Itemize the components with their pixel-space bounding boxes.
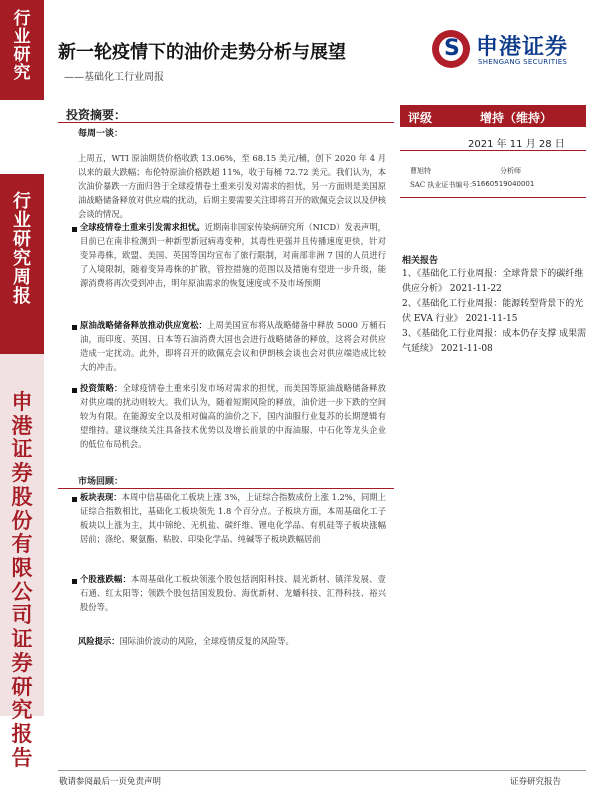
analyst-cert-label: SAC 执业证书编号： xyxy=(410,181,477,189)
sidebar-tag-block xyxy=(0,0,44,100)
divider xyxy=(400,150,586,151)
bullet-icon xyxy=(72,325,77,330)
market-review-heading: 市场回顾： xyxy=(78,477,124,487)
page-subtitle: ——基础化工行业周报 xyxy=(64,72,164,83)
rating-value: 增持（维持） xyxy=(480,111,553,125)
related-report-item[interactable]: 2、《基础化工行业周报：能源转型背景下的光伏 EVA 行业》 2021-11-15 xyxy=(402,299,584,324)
divider xyxy=(58,488,394,489)
bullet-icon xyxy=(72,388,77,393)
sidebar-company: 申港证券股份有限公司证券研究报告 xyxy=(11,389,33,770)
market-bullet-stocks: 个股涨跌幅：本周基础化工板块领涨个股包括润阳科技、晨光新材、镇洋发展、壹石通、红太阳等；领跌个股包括国发股份、海优新材、龙蟠科技、汇得科技、裕兴股份等。 xyxy=(80,574,386,612)
sidebar-company-block xyxy=(0,354,44,770)
divider xyxy=(400,197,586,198)
bullet-icon xyxy=(72,227,77,232)
analyst-name: 曹旭特 xyxy=(410,167,431,175)
divider xyxy=(58,122,394,123)
summary-bullet-supply: 原油战略储备释放推动供应宽松：上周美国宣布将从战略储备中释放 5000 万桶石油，而印度、英国、日本等石油消费大国也会进行战略储备的释放，这将会对供应造成一定扰动。此外，即将召开的欧佩克会议和伊朗核会谈也会对供应端造成比较大的冲击。 xyxy=(80,320,386,372)
rating-label: 评级 xyxy=(408,111,433,125)
sidebar-report-type-block xyxy=(0,174,44,354)
market-bullet-sector: 板块表现：本周中信基础化工板块上涨 3%，上证综合指数成份上涨 1.2%，同期上证综合指数相比，基础化工板块领先 1.8 个百分点。子板块方面，本周基础化工子板块以上涨为主，其中锦纶、无机盐、碳纤维、锂电化学品、有机硅等子板块涨幅居前；涤纶、聚氨酯、粘胶、印染化学品、纯碱等子板块跌幅居前 xyxy=(80,492,386,544)
logo-mark-icon: S xyxy=(432,30,470,68)
company-logo xyxy=(432,28,592,72)
logo-chinese-name: 申港证券 xyxy=(476,35,569,60)
related-reports-title: 相关报告 xyxy=(402,256,439,266)
related-report-item[interactable]: 3、《基础化工行业周报：成本仍存支撑 成果需气延续》 2021-11-08 xyxy=(402,329,587,354)
footer-report-type: 证券研究报告 xyxy=(510,777,562,787)
analyst-cert-number: S1660519040001 xyxy=(472,180,535,188)
related-report-item[interactable]: 1、《基础化工行业周报：全球背景下的碳纤维供应分析》 2021-11-22 xyxy=(402,269,584,294)
summary-bullet-strategy: 投资策略：全球疫情卷土重来引发市场对需求的担忧，而美国等原油战略储备释放对供应端的扰动则较大。我们认为，随着短期风险的释放，油价进一步下跌的空间较为有限。在能源安全以及相对偏高的油价之下，国内油服行业复苏的长期逻辑有望维持。建议继续关注具备技术优势以及增长前景的中海油服、中石化等龙头企业的低位布局机会。 xyxy=(80,383,386,449)
bullet-icon xyxy=(72,579,77,584)
report-date: 2021 年 11 月 28 日 xyxy=(468,139,565,150)
summary-bullet-demand: 全球疫情卷土重来引发需求担忧。近期南非国家传染病研究所（NICD）发表声明，目前已在南非检测到一种新型新冠病毒变种，其毒性更强并且传播速度更快，针对变异毒株，欧盟、美国、英国等国均宣布了旅行限制，对南部非洲 7 国的人员进行了入境限制，随着变异毒株的扩散，管控措施的范围以及措施有望进一步升级，能源消费将再次受到冲击，明年原油需求的恢复速度或不及市场预期 xyxy=(80,222,386,288)
sidebar-tag: 行业研究 xyxy=(13,9,31,84)
summary-paragraph: 上周五，WTI 原油期货价格收跌 13.06%，至 68.15 美元/桶，创下 2020 年 4 月以来的最大跌幅；布伦特原油价格跌超 11%，收于每桶 72.72 美元。我们认为，本次油价暴跌一方面归咎于全球疫情卷土重来引发对需求的担忧，另一方面则是美国原油战略储备释放对供应端的扰动，后期主要需要关注即将召开的欧佩克会议以及伊核会谈的情况。 xyxy=(78,153,386,219)
logo-english-name: SHENGANG SECURITIES xyxy=(478,58,568,66)
analyst-role: 分析师 xyxy=(500,167,521,175)
rating-badge xyxy=(400,105,586,127)
sidebar-report-type: 行业研究周报 xyxy=(13,191,31,308)
footer-disclaimer[interactable]: 敬请参阅最后一页免责声明 xyxy=(59,777,162,787)
sidebar xyxy=(0,0,44,800)
summary-heading: 投资摘要： xyxy=(66,108,127,122)
footer-divider xyxy=(58,770,586,771)
bullet-icon xyxy=(72,497,77,502)
page-title: 新一轮疫情下的油价走势分析与展望 xyxy=(58,42,346,63)
risk-warning: 风险提示：国际油价波动的风险，全球疫情反复的风险等。 xyxy=(78,636,294,646)
weekly-topic-label: 每周一谈： xyxy=(78,129,124,139)
